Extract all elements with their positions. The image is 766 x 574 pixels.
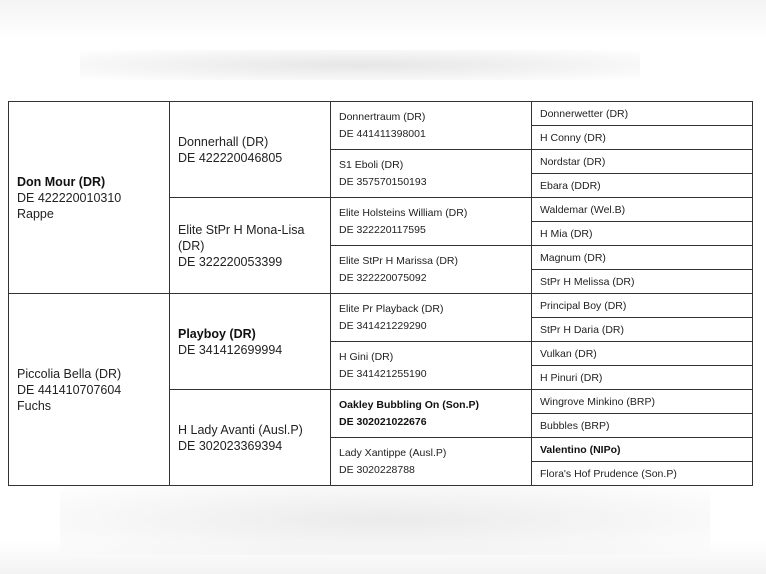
horse-name: H Lady Avanti (Ausl.P)	[178, 422, 303, 437]
grandparent-cell	[170, 390, 331, 486]
horse-name: Don Mour (DR)	[17, 174, 106, 189]
horse-name: Wingrove Minkino (BRP)	[540, 395, 655, 408]
horse-name: Elite Holsteins William (DR)	[339, 206, 468, 219]
great-great-grandparent-cell	[532, 102, 753, 126]
great-great-grandparent-cell	[532, 342, 753, 366]
blurred-header-area	[80, 50, 640, 80]
horse-name: Flora's Hof Prudence (Son.P)	[540, 467, 677, 480]
sire-cell	[9, 102, 170, 294]
blurred-footer-area	[60, 485, 710, 555]
great-great-grandparent-cell	[532, 222, 753, 246]
horse-name: Donnerwetter (DR)	[540, 107, 629, 120]
horse-name: StPr H Melissa (DR)	[540, 275, 635, 288]
dam-cell	[9, 294, 170, 486]
horse-name: H Gini (DR)	[339, 350, 394, 363]
horse-name: H Pinuri (DR)	[540, 371, 603, 384]
horse-name: Nordstar (DR)	[540, 155, 606, 168]
great-grandparent-cell	[331, 390, 532, 438]
horse-name: S1 Eboli (DR)	[339, 158, 404, 171]
great-great-grandparent-cell	[532, 270, 753, 294]
coat-color: Fuchs	[17, 398, 52, 413]
great-great-grandparent-cell	[532, 462, 753, 486]
grandparent-cell	[170, 102, 331, 198]
horse-name: Vulkan (DR)	[540, 347, 597, 360]
great-great-grandparent-cell	[532, 150, 753, 174]
horse-name: Principal Boy (DR)	[540, 299, 627, 312]
horse-name: Bubbles (BRP)	[540, 419, 610, 432]
great-great-grandparent-cell	[532, 438, 753, 462]
great-grandparent-cell	[331, 246, 532, 294]
registration-number: DE 322220075092	[339, 271, 427, 284]
grandparent-cell	[170, 294, 331, 390]
coat-color: Rappe	[17, 206, 54, 221]
great-great-grandparent-cell	[532, 366, 753, 390]
horse-name: Elite StPr H Marissa (DR)	[339, 254, 459, 267]
great-great-grandparent-cell	[532, 198, 753, 222]
great-grandparent-cell	[331, 294, 532, 342]
great-great-grandparent-cell	[532, 294, 753, 318]
registration-number: DE 357570150193	[339, 175, 427, 188]
registration-number: DE 322220117595	[339, 223, 426, 236]
great-great-grandparent-cell	[532, 246, 753, 270]
great-great-grandparent-cell	[532, 390, 753, 414]
registration-number: DE 302021022676	[339, 415, 427, 428]
great-great-grandparent-cell	[532, 318, 753, 342]
registration-number: DE 322220053399	[178, 254, 283, 269]
horse-name: Ebara (DDR)	[540, 179, 601, 192]
pedigree-row	[9, 294, 753, 318]
registration-number: DE 441410707604	[17, 382, 122, 397]
registration-number: DE 302023369394	[178, 438, 283, 453]
registration-number: DE 441411398001	[339, 127, 426, 140]
horse-name: Elite StPr H Mona-Lisa (DR)	[178, 222, 305, 253]
horse-name: Donnertraum (DR)	[339, 110, 426, 123]
registration-number: DE 341412699994	[178, 342, 283, 357]
horse-name: StPr H Daria (DR)	[540, 323, 625, 336]
great-grandparent-cell	[331, 150, 532, 198]
registration-number: DE 422220010310	[17, 190, 122, 205]
great-great-grandparent-cell	[532, 126, 753, 150]
horse-name: Playboy (DR)	[178, 326, 256, 341]
horse-name: Lady Xantippe (Ausl.P)	[339, 446, 447, 459]
horse-name: Donnerhall (DR)	[178, 134, 269, 149]
registration-number: DE 341421229290	[339, 319, 427, 332]
pedigree-table	[8, 101, 753, 486]
great-grandparent-cell	[331, 342, 532, 390]
horse-name: Waldemar (Wel.B)	[540, 203, 626, 216]
horse-name: Oakley Bubbling On (Son.P)	[339, 398, 480, 411]
pedigree-row	[9, 102, 753, 126]
horse-name: Valentino (NIPo)	[540, 443, 621, 456]
great-grandparent-cell	[331, 438, 532, 486]
horse-name: H Mia (DR)	[540, 227, 593, 240]
great-grandparent-cell	[331, 198, 532, 246]
registration-number: DE 341421255190	[339, 367, 427, 380]
horse-name: Elite Pr Playback (DR)	[339, 302, 444, 315]
great-great-grandparent-cell	[532, 414, 753, 438]
grandparent-cell	[170, 198, 331, 294]
registration-number: DE 422220046805	[178, 150, 283, 165]
great-grandparent-cell	[331, 102, 532, 150]
great-great-grandparent-cell	[532, 174, 753, 198]
horse-name: H Conny (DR)	[540, 131, 606, 144]
registration-number: DE 3020228788	[339, 463, 415, 476]
horse-name: Piccolia Bella (DR)	[17, 366, 122, 381]
horse-name: Magnum (DR)	[540, 251, 606, 264]
